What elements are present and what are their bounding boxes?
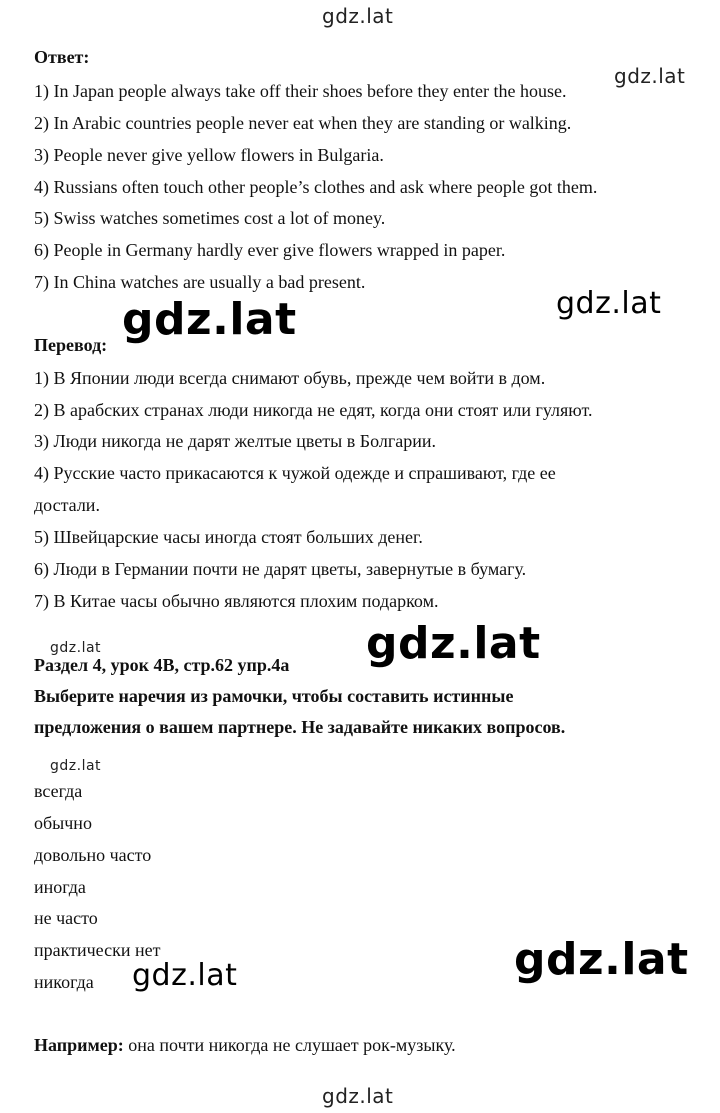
watermark-list-bottom: gdz.lat xyxy=(132,958,238,993)
answer-item-5: 5) Swiss watches sometimes cost a lot of money. xyxy=(34,208,386,228)
answer-item-4: 4) Russians often touch other people’s clothes and ask where people got them. xyxy=(34,177,598,197)
adverb-item: иногда xyxy=(34,877,86,897)
answer-item-3: 3) People never give yellow flowers in Bulgaria. xyxy=(34,145,384,165)
watermark-section: gdz.lat xyxy=(50,640,102,656)
answer-item-6: 6) People in Germany hardly ever give flowers wrapped in paper. xyxy=(34,240,506,260)
translation-item-4: 4) Русские часто прикасаются к чужой одежде и спрашивают, где ее xyxy=(34,463,556,483)
adverb-item: довольно часто xyxy=(34,845,152,865)
watermark-large-left: gdz.lat xyxy=(122,294,297,345)
example-line xyxy=(34,1034,456,1056)
answer-item-2: 2) In Arabic countries people never eat when they are standing or walking. xyxy=(34,113,572,133)
watermark-bottom: gdz.lat xyxy=(322,1084,394,1108)
translation-item-2: 2) В арабских странах люди никогда не едят, когда они стоят или гуляют. xyxy=(34,400,593,420)
translation-heading: Перевод: xyxy=(34,335,108,355)
watermark-answer: gdz.lat xyxy=(614,64,686,88)
adverb-item: практически нет xyxy=(34,940,161,960)
adverb-item: никогда xyxy=(34,972,94,992)
translation-item-6: 6) Люди в Германии почти не дарят цветы, завернутые в бумагу. xyxy=(34,559,527,579)
example-text: она почти никогда не слушает рок-музыку. xyxy=(123,1035,456,1055)
adverb-item: обычно xyxy=(34,813,92,833)
answer-item-1: 1) In Japan people always take off their shoes before they enter the house. xyxy=(34,81,567,101)
example-label: Например: xyxy=(34,1035,124,1055)
translation-item-5: 5) Швейцарские часы иногда стоят больших денег. xyxy=(34,527,423,547)
translation-item-3: 3) Люди никогда не дарят желтые цветы в Болгарии. xyxy=(34,431,436,451)
watermark-large-right: gdz.lat xyxy=(514,934,689,985)
answer-heading: Ответ: xyxy=(34,47,90,67)
watermark-top: gdz.lat xyxy=(322,4,394,28)
watermark-list: gdz.lat xyxy=(50,758,102,774)
adverb-item: всегда xyxy=(34,781,83,801)
task-line-1: Выберите наречия из рамочки, чтобы составить истинные xyxy=(34,686,514,706)
section-title: Раздел 4, урок 4B, стр.62 упр.4а xyxy=(34,655,290,675)
translation-item-1: 1) В Японии люди всегда снимают обувь, прежде чем войти в дом. xyxy=(34,368,546,388)
watermark-right-mid: gdz.lat xyxy=(556,286,662,321)
task-line-2: предложения о вашем партнере. Не задавайте никаких вопросов. xyxy=(34,717,566,737)
watermark-large-center: gdz.lat xyxy=(366,618,541,669)
translation-item-4-cont: достали. xyxy=(34,495,100,515)
translation-item-7: 7) В Китае часы обычно являются плохим подарком. xyxy=(34,591,439,611)
answer-item-7: 7) In China watches are usually a bad present. xyxy=(34,272,366,292)
adverb-item: не часто xyxy=(34,908,98,928)
